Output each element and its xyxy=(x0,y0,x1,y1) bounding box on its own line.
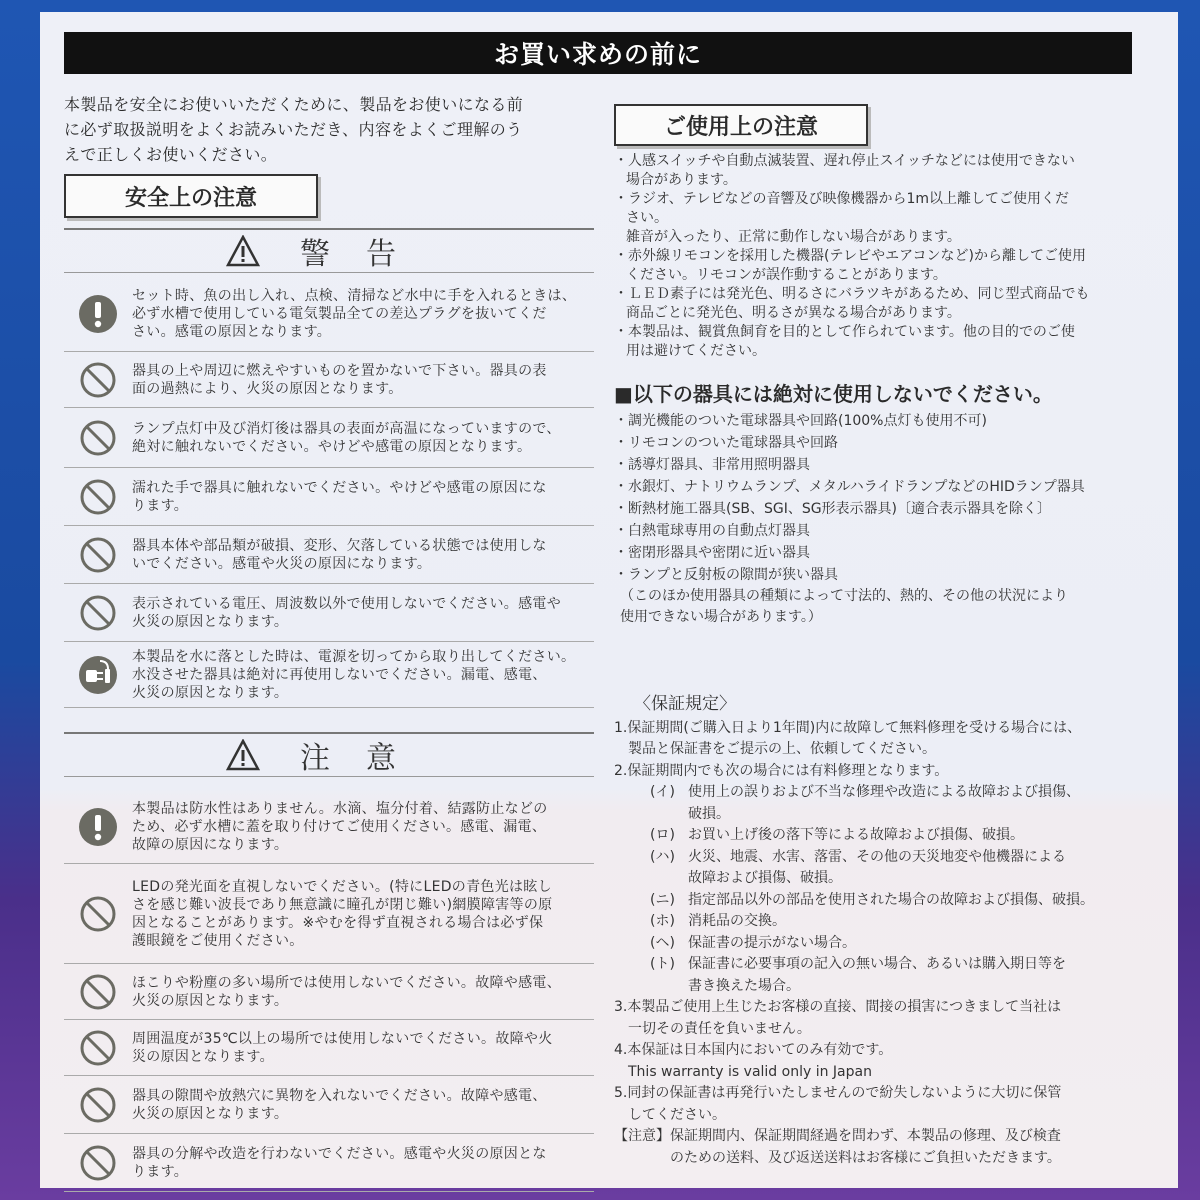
warning-list xyxy=(64,276,594,708)
warranty-subitem-mark: (ロ) xyxy=(650,827,675,843)
warranty-subitem-text xyxy=(688,954,1154,997)
prohibited-item: ・調光機能のついた電球器具や回路(100%点灯も使用不可) xyxy=(614,413,987,429)
warranty-subitem-line: お買い上げ後の落下等による故障および損傷、破損。 xyxy=(688,827,1024,843)
hazard-item-line: 必ず水槽で使用している電気製品全ての差込プラグを抜いてくだ xyxy=(132,305,547,322)
prohibited-icon xyxy=(78,1028,118,1068)
hazard-item-icon-cell xyxy=(64,1028,132,1068)
warning-triangle-icon xyxy=(226,235,260,267)
hazard-item-line: 面の過熱により、火災の原因となります。 xyxy=(132,380,403,397)
usage-note-line: ・赤外線リモコンを採用した機器(テレビやエアコンなど)から離してご使用 xyxy=(614,248,1086,264)
caution-title: 注意 xyxy=(300,741,432,776)
hazard-item-line: 絶対に触れないでください。やけどや感電の原因となります。 xyxy=(132,438,532,455)
warranty-title: 〈保証規定〉 xyxy=(634,694,736,714)
usage-note-line: ・ラジオ、テレビなどの音響及び映像機器から1m以上離してご使用くだ xyxy=(614,191,1070,207)
warranty-subitem xyxy=(614,847,1154,890)
prohibited-icon xyxy=(78,593,118,633)
hazard-item-line: 火災の原因となります。 xyxy=(132,613,289,630)
warranty-line: 2.保証期間内でも次の場合には有料修理となります。 xyxy=(614,762,949,779)
warranty-subitem-text xyxy=(688,782,1154,825)
warranty-subitem xyxy=(614,782,1154,825)
warranty-subitem-mark: (ハ) xyxy=(650,848,675,865)
hazard-item-text xyxy=(132,533,547,577)
hazard-item-text xyxy=(132,591,561,635)
warranty-subitem-line: 使用上の誤りおよび不当な修理や改造による故障および損傷、 xyxy=(688,784,1080,800)
hazard-item-line: 故障の原因になります。 xyxy=(132,836,289,853)
usage-note-line: さい。 xyxy=(626,210,668,226)
hazard-item-line: 火災の原因となります。 xyxy=(132,1105,289,1122)
hazard-item-text xyxy=(132,1141,547,1185)
usage-note-line: 雑音が入ったり、正常に動作しない場合があります。 xyxy=(626,229,961,245)
warranty-subitem-text xyxy=(688,911,1154,933)
hazard-item-icon-cell xyxy=(64,593,132,633)
warranty-subitem-mark: (ヘ) xyxy=(650,934,675,951)
hazard-item-icon-cell xyxy=(64,807,132,847)
hazard-item-line: LEDの発光面を直視しないでください。(特にLEDの青色光は眩し xyxy=(132,878,552,895)
warranty-note xyxy=(614,1126,1154,1169)
hazard-item xyxy=(64,584,594,642)
hazard-item-icon-cell xyxy=(64,894,132,934)
caution-triangle-icon xyxy=(226,739,260,771)
hazard-item-line: ほこりや粉塵の多い場所では使用しないでください。故障や感電、 xyxy=(132,974,561,991)
exclamation-icon xyxy=(78,294,118,334)
warranty-subitem-line: 破損。 xyxy=(688,805,730,822)
hazard-item xyxy=(64,864,594,964)
hazard-item-line: 器具の上や周辺に燃えやすいものを置かないで下さい。器具の表 xyxy=(132,362,547,379)
warranty-subitem-text xyxy=(688,825,1154,847)
hazard-item-text xyxy=(132,416,561,460)
hazard-item-line: 周囲温度が35℃以上の場所では使用しないでください。故障や火 xyxy=(132,1030,553,1047)
warranty-subitem-mark: (ト) xyxy=(650,956,675,972)
hazard-item-text xyxy=(132,1083,547,1127)
prohibited-item: ・水銀灯、ナトリウムランプ、メタルハライドランプなどのHIDランプ器具 xyxy=(614,479,1085,495)
hazard-item xyxy=(64,1020,594,1076)
warranty-subitem-line: 消耗品の交換。 xyxy=(688,913,786,929)
intro-text xyxy=(64,92,604,167)
warranty-line: 5.同封の保証書は再発行いたしませんので紛失しないように大切に保管 xyxy=(614,1085,1062,1101)
caution-list xyxy=(64,790,594,1192)
warranty-subitem xyxy=(614,911,1154,933)
hazard-item-line: 器具の分解や改造を行わないでください。感電や火災の原因とな xyxy=(132,1145,547,1162)
hazard-item-line: さを感じ難い波長であり無意識に瞳孔が閉じ難い)網膜障害等の原 xyxy=(132,896,553,913)
hazard-item xyxy=(64,468,594,526)
hazard-item-text xyxy=(132,358,547,402)
warranty-subitem-line: 火災、地震、水害、落雷、その他の天災地変や他機器による xyxy=(688,848,1066,865)
warning-title: 警告 xyxy=(300,237,432,272)
warranty-subitem xyxy=(614,954,1154,997)
hazard-item-line: 濡れた手で器具に触れないでください。やけどや感電の原因にな xyxy=(132,479,547,496)
prohibited-icon xyxy=(78,894,118,934)
warranty-line: 1.保証期間(ご購入日より1年間)内に故障して無料修理を受ける場合には、 xyxy=(614,719,1082,736)
hazard-item xyxy=(64,526,594,584)
hazard-item-icon-cell xyxy=(64,655,132,695)
hazard-item-icon-cell xyxy=(64,535,132,575)
intro-line: えで正しくお使いください。 xyxy=(64,145,278,164)
hazard-item-line: 火災の原因となります。 xyxy=(132,684,289,701)
page-title: お買い求めの前に xyxy=(64,32,1132,74)
usage-note-line: ・ＬＥＤ素子には発光色、明るさにバラツキがあるため、同じ型式商品でも xyxy=(614,286,1090,302)
hazard-item-line: さい。感電の原因となります。 xyxy=(132,323,332,340)
prohibited-item: ・断熱材施工器具(SB、SGI、SG形表示器具)〔適合表示器具を除く〕 xyxy=(614,501,1052,517)
prohibited-item: ・ランプと反射板の隙間が狭い器具 xyxy=(614,567,838,583)
prohibited-icon xyxy=(78,360,118,400)
hazard-item-line: 本製品を水に落とした時は、電源を切ってから取り出してください。 xyxy=(132,648,576,665)
warranty-subitem-line: 書き換えた場合。 xyxy=(688,977,800,994)
prohibited-icon xyxy=(78,1085,118,1125)
hazard-item-text xyxy=(132,475,547,519)
warranty-line: This warranty is valid only in Japan xyxy=(628,1063,872,1080)
warranty-subitem-text xyxy=(688,933,1154,955)
hazard-item-line: 器具の隙間や放熱穴に異物を入れないでください。故障や感電、 xyxy=(132,1087,547,1104)
usage-note-line: 用は避けてください。 xyxy=(626,343,766,359)
warranty-note-line: 保証期間内、保証期間経過を問わず、本製品の修理、及び検査 xyxy=(670,1128,1061,1144)
hazard-item-icon-cell xyxy=(64,360,132,400)
prohibited-title: ■以下の器具には絶対に使用しないでください。 xyxy=(614,382,1053,406)
hazard-item-icon-cell xyxy=(64,294,132,334)
prohibited-item: ・誘導灯器具、非常用照明器具 xyxy=(614,457,810,473)
hazard-item-icon-cell xyxy=(64,418,132,458)
warranty-subitem-line: 保証書に必要事項の記入の無い場合、あるいは購入期日等を xyxy=(688,956,1066,972)
caution-header xyxy=(64,732,594,777)
hazard-item xyxy=(64,1076,594,1134)
prohibited-icon xyxy=(78,972,118,1012)
intro-line: 本製品を安全にお使いいただくために、製品をお使いになる前 xyxy=(64,95,524,114)
prohibited-list xyxy=(614,410,1154,628)
prohibited-icon xyxy=(78,418,118,458)
prohibited-icon xyxy=(78,535,118,575)
hazard-item xyxy=(64,790,594,864)
usage-note-line: ・人感スイッチや自動点滅装置、遅れ停止スイッチなどには使用できない xyxy=(614,153,1075,169)
hazard-item-line: 表示されている電圧、周波数以外で使用しないでください。感電や xyxy=(132,595,561,612)
warranty-subitem-text xyxy=(688,847,1154,890)
hazard-item-line: ります。 xyxy=(132,497,189,514)
hazard-item-line: 火災の原因となります。 xyxy=(132,992,289,1009)
hazard-item-line: 因となることがあります。※やむを得ず直視される場合は必ず保 xyxy=(132,914,544,931)
hazard-item xyxy=(64,408,594,468)
warranty-line: 製品と保証書をご提示の上、依頼してください。 xyxy=(628,741,936,757)
hazard-item-line: ランプ点灯中及び消灯後は器具の表面が高温になっていますので、 xyxy=(132,420,561,437)
hazard-item-line: 器具本体や部品類が破損、変形、欠落している状態では使用しな xyxy=(132,537,547,554)
warranty-subitem xyxy=(614,825,1154,847)
warning-header xyxy=(64,228,594,273)
hazard-item-line: ため、必ず水槽に蓋を取り付けてご使用ください。感電、漏電、 xyxy=(132,818,547,835)
usage-note-line: 場合があります。 xyxy=(626,172,737,188)
usage-note-line: ください。リモコンが誤作動することがあります。 xyxy=(626,267,947,283)
warranty-subitem-mark: (イ) xyxy=(650,784,675,800)
warranty-subitem-mark: (ニ) xyxy=(650,891,675,908)
hazard-item-text xyxy=(132,283,576,345)
hazard-item-text xyxy=(132,1026,553,1070)
hazard-item-line: ります。 xyxy=(132,1163,189,1180)
usage-notes xyxy=(614,152,1144,361)
prohibited-item: ・リモコンのついた電球器具や回路 xyxy=(614,435,838,451)
warranty-line: 一切その責任を負いません。 xyxy=(628,1020,811,1037)
hazard-item-text xyxy=(132,644,575,706)
hazard-item xyxy=(64,1134,594,1192)
prohibited-note-line: （このほか使用器具の種類によって寸法的、熱的、その他の状況により xyxy=(620,588,1068,604)
prohibited-item: ・密閉形器具や密閉に近い器具 xyxy=(614,545,810,561)
safety-heading: 安全上の注意 xyxy=(64,174,318,218)
warranty-note-line: のための送料、及び返送送料はお客様にご負担いただきます。 xyxy=(670,1149,1061,1166)
usage-note-line: 商品ごとに発光色、明るさが異なる場合があります。 xyxy=(626,305,961,321)
hazard-item xyxy=(64,964,594,1020)
warranty-section xyxy=(614,694,1154,1169)
hazard-item-line: セット時、魚の出し入れ、点検、清掃など水中に手を入れるときは、 xyxy=(132,287,577,304)
warranty-line: 3.本製品ご使用上生じたお客様の直接、間接の損害につきまして当社は xyxy=(614,999,1062,1015)
warranty-note-text xyxy=(670,1126,1061,1169)
usage-heading: ご使用上の注意 xyxy=(614,104,868,146)
unplug-icon xyxy=(78,655,118,695)
usage-note-line: ・本製品は、観賞魚飼育を目的として作られています。他の目的でのご使 xyxy=(614,324,1075,340)
hazard-item-icon-cell xyxy=(64,477,132,517)
instruction-panel xyxy=(40,12,1178,1188)
warranty-subitem xyxy=(614,890,1154,912)
hazard-item-line: いでください。感電や火災の原因になります。 xyxy=(132,555,432,572)
hazard-item-icon-cell xyxy=(64,1143,132,1183)
prohibited-item: ・白熱電球専用の自動点灯器具 xyxy=(614,523,810,539)
prohibited-icon xyxy=(78,477,118,517)
exclamation-icon xyxy=(78,807,118,847)
hazard-item-text xyxy=(132,874,552,954)
hazard-item-text xyxy=(132,796,548,858)
warranty-line: してください。 xyxy=(628,1106,726,1123)
hazard-item xyxy=(64,352,594,408)
hazard-item-icon-cell xyxy=(64,972,132,1012)
warranty-subitem-mark: (ホ) xyxy=(650,913,675,929)
warranty-line: 4.本保証は日本国内においてのみ有効です。 xyxy=(614,1042,893,1058)
intro-line: に必ず取扱説明をよくお読みいただき、内容をよくご理解のう xyxy=(64,120,523,139)
hazard-item-line: 護眼鏡をご使用ください。 xyxy=(132,932,304,949)
hazard-item-line: 本製品は防水性はありません。水滴、塩分付着、結露防止などの xyxy=(132,800,548,817)
hazard-item-icon-cell xyxy=(64,1085,132,1125)
hazard-item-text xyxy=(132,970,561,1014)
hazard-item xyxy=(64,642,594,708)
hazard-item-line: 水没させた器具は絶対に再使用しないでください。漏電、感電、 xyxy=(132,666,547,683)
hazard-item-line: 災の原因となります。 xyxy=(132,1048,274,1065)
warranty-subitem-line: 故障および損傷、破損。 xyxy=(688,870,842,886)
warranty-subitem-text xyxy=(688,890,1154,912)
warranty-subitem-line: 指定部品以外の部品を使用された場合の故障および損傷、破損。 xyxy=(688,891,1094,908)
warranty-note-mark: 【注意】 xyxy=(614,1128,670,1144)
prohibited-note-line: 使用できない場合があります。） xyxy=(620,609,822,625)
prohibited-icon xyxy=(78,1143,118,1183)
warranty-subitem-line: 保証書の提示がない場合。 xyxy=(688,934,856,951)
hazard-item xyxy=(64,276,594,352)
warranty-subitem xyxy=(614,933,1154,955)
